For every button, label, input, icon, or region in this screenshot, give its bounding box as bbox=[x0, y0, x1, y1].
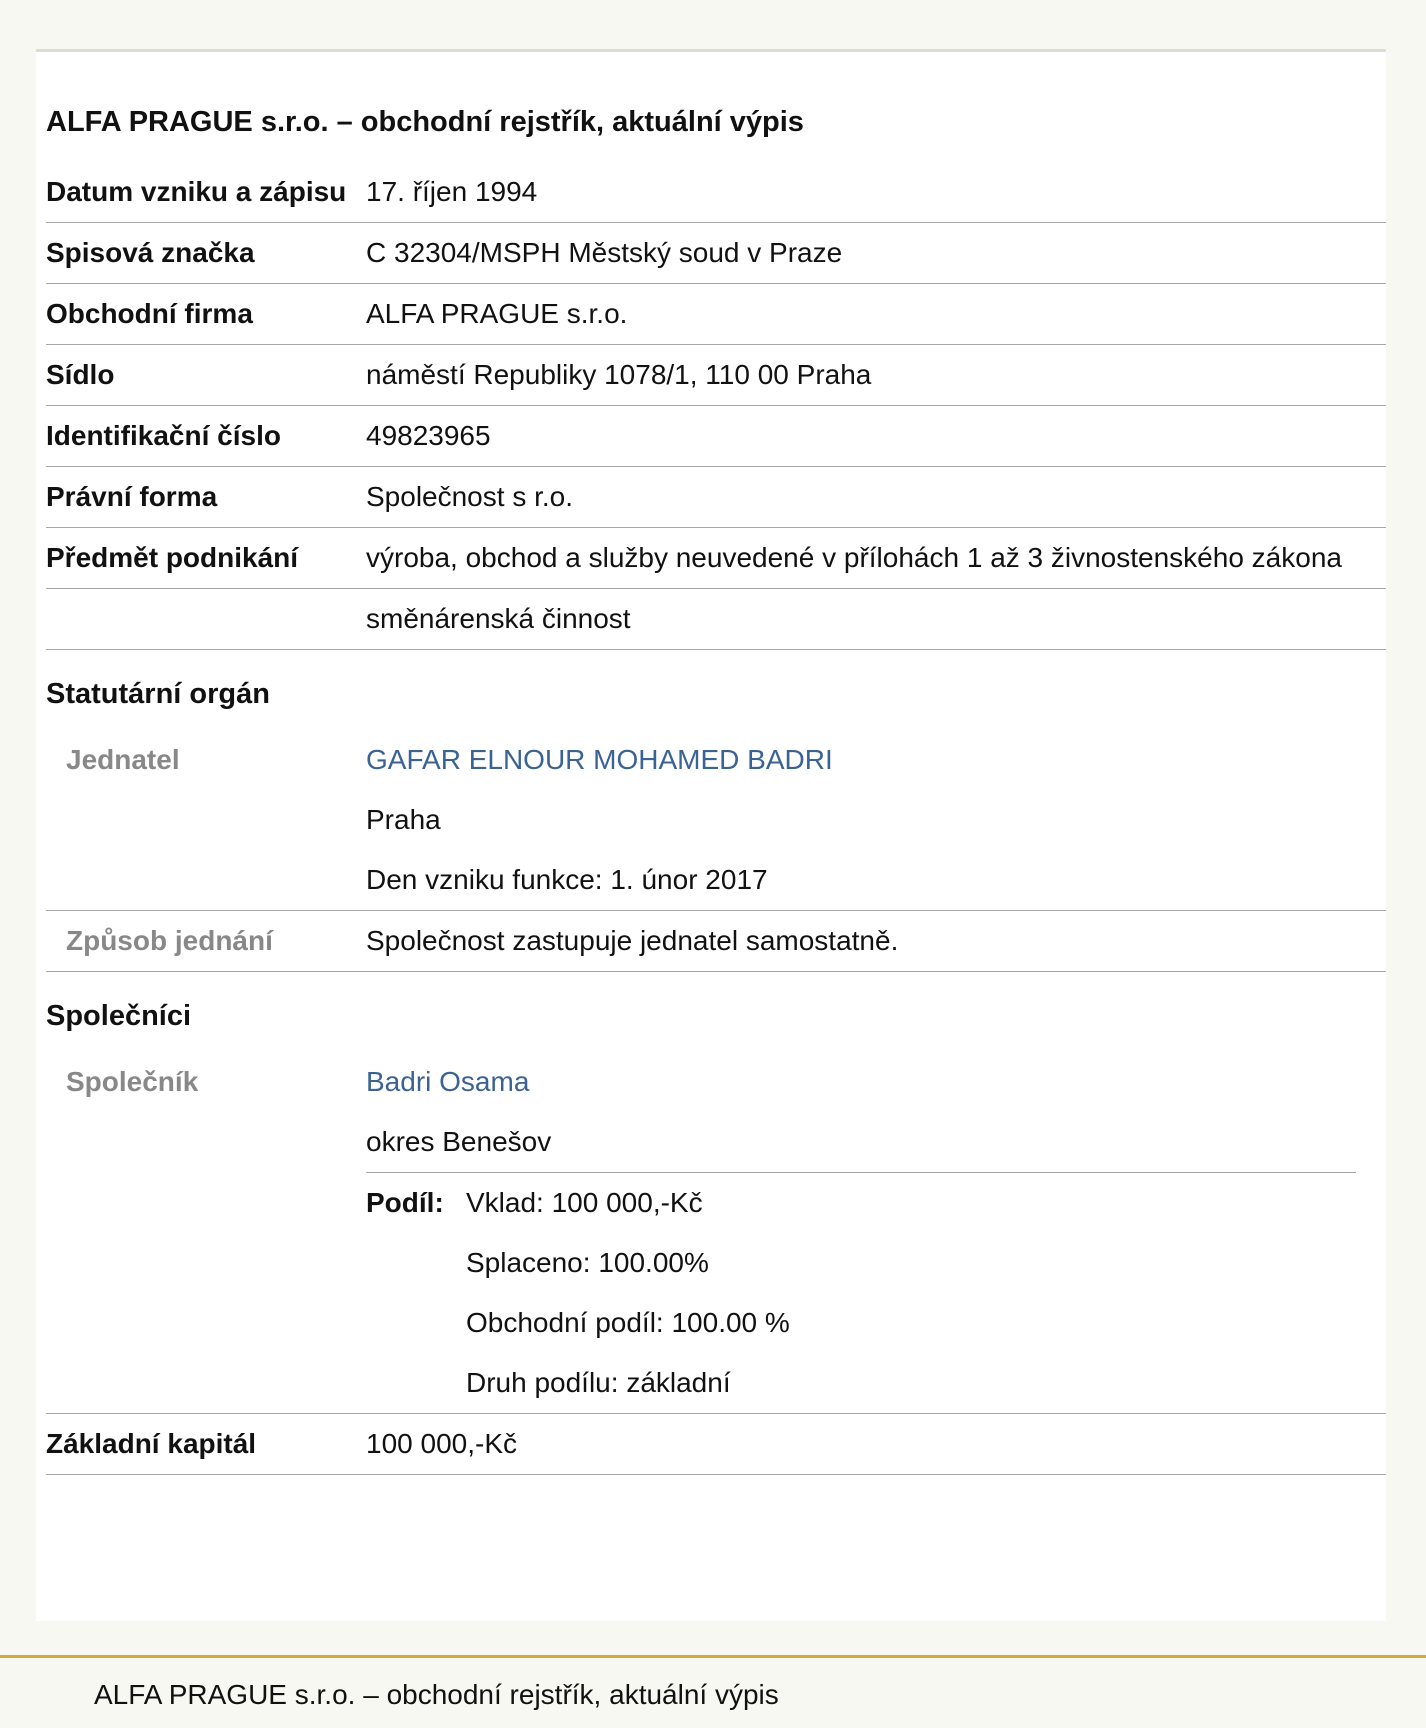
manner-value: Společnost zastupuje jednatel samostatně. bbox=[366, 925, 899, 956]
table-row bbox=[46, 467, 1386, 528]
table-row bbox=[46, 528, 1386, 589]
statutory-heading: Statutární orgán bbox=[46, 678, 270, 710]
person-city: Praha bbox=[366, 804, 441, 835]
row-label: Sídlo bbox=[46, 359, 115, 390]
statutory-person-row bbox=[46, 730, 1386, 911]
footer-divider bbox=[0, 1655, 1426, 1658]
table-row bbox=[46, 162, 1386, 223]
table-row bbox=[46, 284, 1386, 345]
share-deposit: Vklad: 100 000,-Kč bbox=[466, 1187, 703, 1218]
row-label: Spisová značka bbox=[46, 237, 255, 268]
table-row bbox=[46, 223, 1386, 284]
register-extract-card bbox=[36, 49, 1386, 1621]
partner-district: okres Benešov bbox=[366, 1126, 552, 1157]
share-type: Druh podílu: základní bbox=[466, 1367, 731, 1398]
share-label: Podíl: bbox=[366, 1187, 444, 1218]
row-value: směnárenská činnost bbox=[366, 603, 631, 634]
manner-row bbox=[46, 911, 1386, 972]
manner-label: Způsob jednání bbox=[66, 925, 273, 956]
share-business: Obchodní podíl: 100.00 % bbox=[466, 1307, 790, 1338]
partners-heading: Společníci bbox=[46, 1000, 192, 1032]
partner-name-link[interactable]: Badri Osama bbox=[366, 1066, 530, 1097]
partner-details bbox=[366, 1052, 1386, 1413]
row-label: Identifikační číslo bbox=[46, 420, 281, 451]
page-title: ALFA PRAGUE s.r.o. – obchodní rejstřík, aktuální výpis bbox=[46, 106, 804, 138]
capital-value: 100 000,-Kč bbox=[366, 1428, 517, 1459]
row-value: C 32304/MSPH Městský soud v Praze bbox=[366, 237, 843, 268]
partner-role-label: Společník bbox=[66, 1066, 199, 1097]
partner-row bbox=[46, 1052, 1386, 1414]
table-row bbox=[46, 589, 1386, 650]
capital-row bbox=[46, 1414, 1386, 1475]
share-paid: Splaceno: 100.00% bbox=[466, 1247, 709, 1278]
row-value: ALFA PRAGUE s.r.o. bbox=[366, 298, 628, 329]
register-table bbox=[46, 162, 1386, 1475]
role-label: Jednatel bbox=[66, 744, 180, 775]
row-value: 17. říjen 1994 bbox=[366, 176, 538, 207]
table-row bbox=[46, 345, 1386, 406]
person-since: Den vzniku funkce: 1. únor 2017 bbox=[366, 864, 768, 895]
row-label: Právní forma bbox=[46, 481, 218, 512]
share-values bbox=[466, 1173, 790, 1413]
share-block bbox=[366, 1172, 1356, 1413]
statutory-person bbox=[366, 730, 1386, 910]
footer-title: ALFA PRAGUE s.r.o. – obchodní rejstřík, aktuální výpis bbox=[94, 1679, 779, 1710]
row-label: Předmět podnikání bbox=[46, 542, 299, 573]
row-value: 49823965 bbox=[366, 420, 491, 451]
row-value: výroba, obchod a služby neuvedené v přílohách 1 až 3 živnostenského zákona bbox=[366, 542, 1342, 573]
row-value: náměstí Republiky 1078/1, 110 00 Praha bbox=[366, 359, 872, 390]
person-name-link[interactable]: GAFAR ELNOUR MOHAMED BADRI bbox=[366, 744, 833, 775]
table-row bbox=[46, 406, 1386, 467]
row-label: Datum vzniku a zápisu bbox=[46, 176, 347, 207]
row-value: Společnost s r.o. bbox=[366, 481, 574, 512]
row-label: Obchodní firma bbox=[46, 298, 253, 329]
row-label bbox=[46, 589, 366, 649]
capital-label: Základní kapitál bbox=[46, 1428, 257, 1459]
